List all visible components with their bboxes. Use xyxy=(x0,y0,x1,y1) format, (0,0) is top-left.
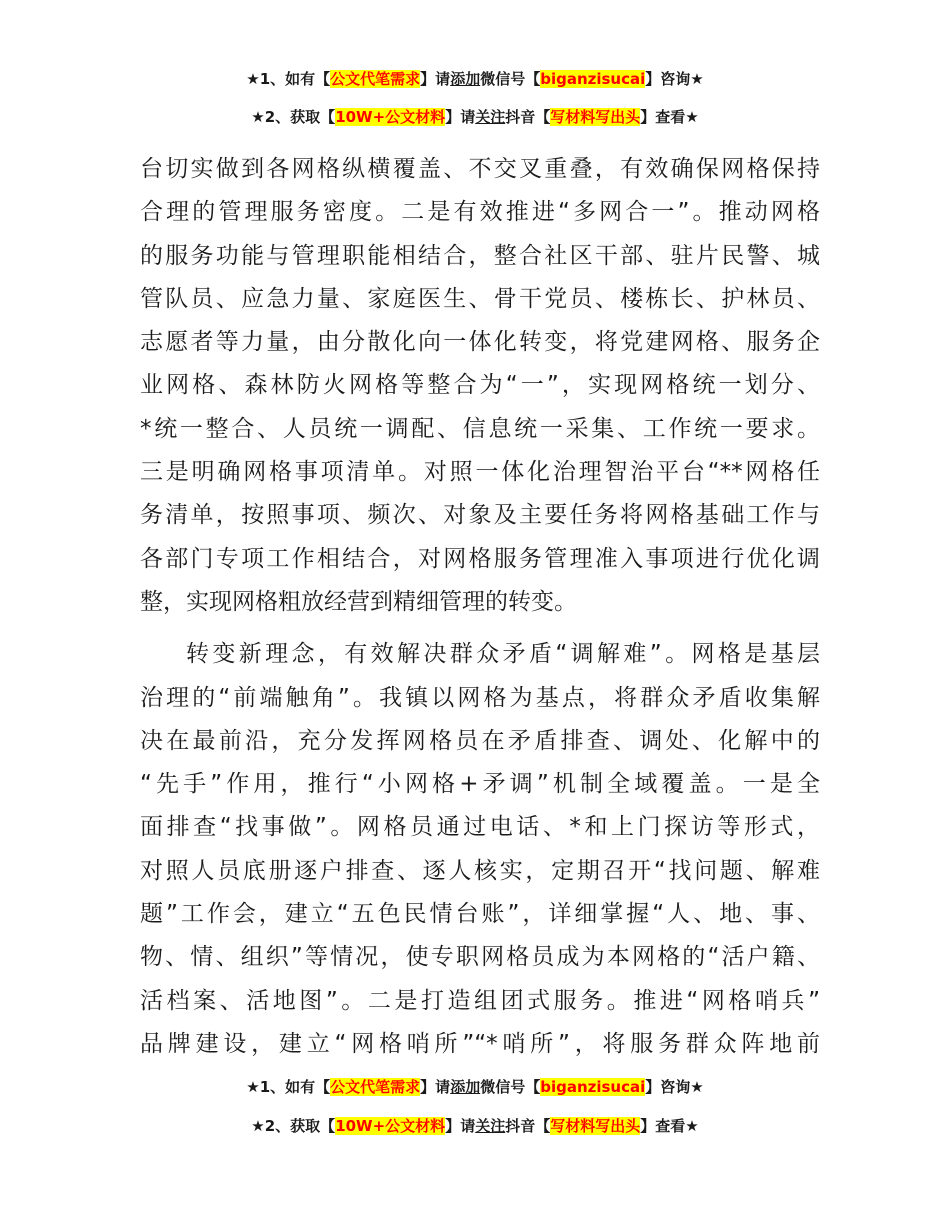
paragraph-line: 品牌建设，建立“网格哨所”“*哨所”，将服务群众阵地前 xyxy=(140,1030,820,1057)
header-ad-2-mid: 】请 xyxy=(445,108,476,126)
header-ad-2-douyin-link[interactable]: 写材料写出头 xyxy=(550,108,641,126)
paragraph-line: 合理的管理服务密度。二是有效推进“多网合一”。推动网格 xyxy=(140,199,820,226)
paragraph-line: 的服务功能与管理职能相结合，整合社区干部、驻片民警、城 xyxy=(140,242,820,269)
paragraph-1 xyxy=(140,148,820,624)
paragraph-line: 物、情、组织”等情况，使专职网格员成为本网格的“活户籍、 xyxy=(140,944,820,971)
paragraph-line: 务清单，按照事项、频次、对象及主要任务将网格基础工作与 xyxy=(140,502,820,529)
document-body xyxy=(140,148,820,1066)
header-ad-1-emphasis: 添加 xyxy=(450,70,481,88)
header-ad-1-wechat-link[interactable]: biganzisucai xyxy=(540,70,646,88)
paragraph-line: 三是明确网格事项清单。对照一体化治理智治平台“**网格任 xyxy=(140,459,820,486)
footer-ad-1-mid2: 微信号【 xyxy=(480,1078,541,1096)
paragraph-line: 决在最前沿，充分发挥网格员在矛盾排查、调处、化解中的 xyxy=(140,727,820,754)
paragraph-line: 各部门专项工作相结合，对网格服务管理准入事项进行优化调 xyxy=(140,545,820,572)
footer-ad-1-mid: 】请 xyxy=(420,1078,451,1096)
header-ad-1-service-link[interactable]: 公文代笔需求 xyxy=(330,70,421,88)
paragraph-line: 活档案、活地图”。二是打造组团式服务。推进“网格哨兵” xyxy=(140,987,820,1014)
footer-ad-2-suffix: 】查看★ xyxy=(640,1117,699,1135)
header-ad-2-emphasis: 关注 xyxy=(475,108,506,126)
footer-ad-1-prefix: ★1、如有【 xyxy=(246,1078,331,1096)
paragraph-2 xyxy=(140,633,820,1066)
paragraph-line: 整，实现网格粗放经营到精细管理的转变。 xyxy=(140,588,577,615)
footer-ad-2-douyin-link[interactable]: 写材料写出头 xyxy=(550,1117,641,1135)
header-ad-line-2 xyxy=(0,106,950,128)
paragraph-line: 对照人员底册逐户排查、逐人核实，定期召开“找问题、解难 xyxy=(140,857,820,884)
footer-ad-2-prefix: ★2、获取【 xyxy=(251,1117,336,1135)
header-ad-line-1 xyxy=(0,68,950,90)
paragraph-line: 管队员、应急力量、家庭医生、骨干党员、楼栋长、护林员、 xyxy=(140,285,820,312)
paragraph-line: 面排查“找事做”。网格员通过电话、*和上门探访等形式， xyxy=(140,814,820,841)
header-ad-2-prefix: ★2、获取【 xyxy=(251,108,336,126)
footer-ad-1-wechat-link[interactable]: biganzisucai xyxy=(540,1078,646,1096)
paragraph-line: 治理的“前端触角”。我镇以网格为基点，将群众矛盾收集解 xyxy=(140,684,820,711)
footer-ad-2-emphasis: 关注 xyxy=(475,1117,506,1135)
paragraph-line: 业网格、森林防火网格等整合为“一”，实现网格统一划分、 xyxy=(140,372,820,399)
footer-ad-1-service-link[interactable]: 公文代笔需求 xyxy=(330,1078,421,1096)
header-ad-1-mid2: 微信号【 xyxy=(480,70,541,88)
paragraph-line: 志愿者等力量，由分散化向一体化转变，将党建网格、服务企 xyxy=(140,329,820,356)
header-ad-1-prefix: ★1、如有【 xyxy=(246,70,331,88)
footer-ad-2-materials-link[interactable]: 10W+公文材料 xyxy=(335,1117,446,1135)
footer-ad-line-2 xyxy=(0,1115,950,1137)
header-ad-2-mid2: 抖音【 xyxy=(505,108,551,126)
header-ad-2-materials-link[interactable]: 10W+公文材料 xyxy=(335,108,446,126)
footer-ad-1-suffix: 】咨询★ xyxy=(645,1078,704,1096)
header-ad-1-suffix: 】咨询★ xyxy=(645,70,704,88)
footer-ad-1-emphasis: 添加 xyxy=(450,1078,481,1096)
footer-ad-line-1 xyxy=(0,1076,950,1098)
footer-ad-2-mid2: 抖音【 xyxy=(505,1117,551,1135)
header-ad-2-suffix: 】查看★ xyxy=(640,108,699,126)
header-ad-1-mid: 】请 xyxy=(420,70,451,88)
footer-ad-2-mid: 】请 xyxy=(445,1117,476,1135)
paragraph-line: 题”工作会，建立“五色民情台账”，详细掌握“人、地、事、 xyxy=(140,901,820,928)
paragraph-line: 台切实做到各网格纵横覆盖、不交叉重叠，有效确保网格保持 xyxy=(140,156,820,182)
paragraph-line: “先手”作用，推行“小网格+矛调”机制全域覆盖。一是全 xyxy=(140,771,820,798)
paragraph-line: *统一整合、人员统一调配、信息统一采集、工作统一要求。 xyxy=(140,415,820,442)
paragraph-line: 转变新理念，有效解决群众矛盾“调解难”。网格是基层 xyxy=(186,641,820,668)
